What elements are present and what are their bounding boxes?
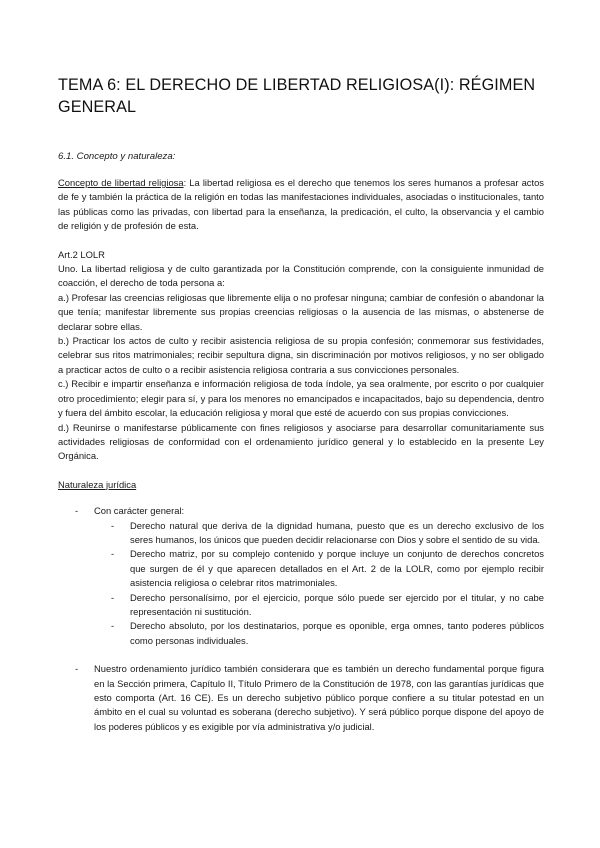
article-item-b: b.) Practicar los actos de culto y recibir asistencia religiosa de su propia confesión; conmemorar sus festividades, celebrar sus ritos matrimoniales; recibir sepultura digna, sin discriminación por motivos religiosos, y no ser obligado a practicar actos de culto o a recibir asistencia religiosa contraria a sus convicciones personales. bbox=[58, 335, 544, 375]
fundamental-right-item: - Nuestro ordenamiento jurídico también considerara que es también un derecho fundamental porque figura en la Sección primera, Capítulo II, Título Primero de la Constitución de 1978, con las garantías jurídicas que esto comporta (Art. 16 CE). Es un derecho subjetivo público porque confiere a su titular potestad en un ámbito en el cual su voluntad es soberana (derecho subjetivo). Y será público porque dispone del apoyo de los poderes públicos y es exigible por vía administrativa y/o judicial. bbox=[75, 663, 544, 732]
general-subitem: - Derecho personalísimo, por el ejercicio, porque sólo puede ser ejercido por el titular, y no cabe representación ni sustitución. bbox=[111, 591, 544, 617]
dash-bullet: - bbox=[111, 519, 115, 531]
general-subitem: - Derecho matriz, por su complejo contenido y porque incluye un conjunto de derechos concretos que surgen de él y que aparecen detallados en el Art. 2 de la LOLR, como por ejemplo recibir asistencia religiosa o celebrar ritos matrimoniales. bbox=[111, 548, 544, 589]
document-title: TEMA 6: EL DERECHO DE LIBERTAD RELIGIOSA(I): RÉGIMEN GENERAL bbox=[58, 76, 536, 116]
article-item-a: a.) Profesar las creencias religiosas que libremente elija o no profesar ninguna; cambiar de confesión o abandonar la que tenía; manifestar libremente sus propias creencias religiosas o la ausencia de las mismas, o abstenerse de declarar sobre ellas. bbox=[58, 291, 544, 332]
general-list-item: - Con carácter general: bbox=[58, 504, 544, 518]
dash-bullet: - bbox=[75, 505, 79, 517]
concept-term: Concepto de libertad religiosa bbox=[58, 177, 184, 188]
general-subitem: - Derecho natural que deriva de la dignidad humana, puesto que es un derecho exclusivo de los seres humanos, los únicos que pueden decidir relacionarse con Dios y sobre el sentido de su vida. bbox=[111, 519, 544, 545]
nature-heading: Naturaleza jurídica bbox=[58, 478, 137, 490]
document-page bbox=[58, 74, 544, 734]
dash-bullet: - bbox=[111, 548, 115, 560]
article-intro: Uno. La libertad religiosa y de culto garantizada por la Constitución comprende, con la consiguiente inmunidad de coacción, el derecho de toda persona a: bbox=[58, 263, 544, 289]
section-heading: 6.1. Concepto y naturaleza: bbox=[58, 151, 176, 162]
general-subitem: - Derecho absoluto, por los destinatarios, porque es oponible, erga omnes, tanto poderes públicos como personas individuales. bbox=[111, 620, 544, 646]
concept-text: : La libertad religiosa es el derecho que tenemos los seres humanos a profesar actos de fe y también la práctica de la religión en todas las manifestaciones individuales, asociadas o institucionales, tanto las públicas como las privadas, con libertad para la enseñanza, la predicación, el culto, la observancia y el cambio de religión y de profesión de esta. bbox=[58, 177, 544, 232]
dash-bullet: - bbox=[75, 663, 79, 675]
article-heading: Art.2 LOLR bbox=[58, 248, 105, 260]
dash-bullet: - bbox=[111, 591, 115, 603]
article-item-c: c.) Recibir e impartir enseñanza e información religiosa de toda índole, ya sea oralmente, por escrito o por cualquier otro procedimiento; elegir para sí, y para los menores no emancipados e incapacitados, bajo su dependencia, dentro y fuera del ámbito escolar, la educación religiosa y moral que esté de acuerdo con sus propias convicciones. bbox=[58, 378, 544, 419]
article-item-d: d.) Reunirse o manifestarse públicamente con fines religiosos y asociarse para desarrollar comunitariamente sus actividades religiosas de conformidad con el ordenamiento jurídico general y lo establecido en la presente Ley Orgánica. bbox=[58, 421, 544, 462]
concept-paragraph bbox=[58, 176, 544, 234]
dash-bullet: - bbox=[111, 620, 115, 632]
